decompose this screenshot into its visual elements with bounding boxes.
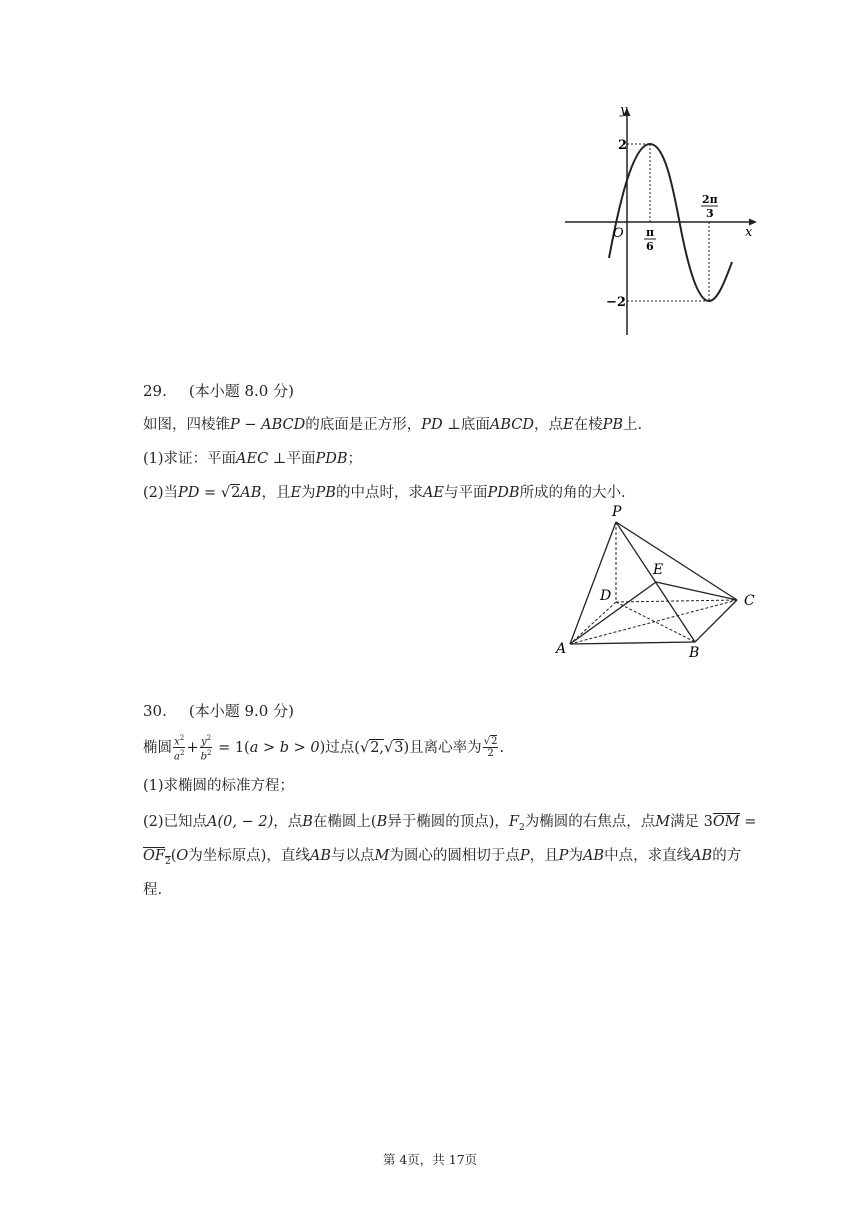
q29-text: 的中点时，求 — [335, 485, 423, 501]
edge-AE — [570, 582, 656, 644]
q30-text: 为圆心的圆相切于点 — [389, 848, 520, 864]
q29-math: PD — [178, 485, 200, 501]
q30-text: ( — [170, 848, 177, 864]
q30-math: M — [655, 814, 671, 830]
origin-label: O — [613, 226, 624, 241]
pyramid-figure — [550, 500, 770, 665]
page-footer: 第 4页，共 17页 — [382, 1152, 478, 1167]
q29-math: PD — [421, 417, 443, 433]
q29-text: ⊥平面 — [268, 451, 316, 467]
vertex-label-C: C — [744, 593, 755, 609]
edge-BC — [695, 600, 737, 642]
q30-text: 的方 — [712, 848, 742, 864]
edge-DC — [616, 600, 737, 602]
q30-math: M — [374, 848, 390, 864]
q29-part1 — [143, 447, 362, 468]
q29-header — [143, 380, 294, 401]
q30-text: 异于椭圆的顶点)， — [387, 814, 509, 830]
x-tick1-num: π — [646, 226, 655, 239]
q30-number: 30. — [143, 702, 167, 720]
vertex-label-P: P — [612, 504, 622, 520]
edge-AC — [570, 600, 737, 644]
q30-text: 满足 3 — [670, 814, 713, 830]
q30-text: = 1( — [213, 739, 250, 756]
q30-math: F — [508, 814, 519, 830]
fraction-x2-a2: $\frac{x^2}{a^2}$ — [174, 734, 185, 763]
q29-text: 如图，四棱锥 — [143, 417, 230, 433]
q29-math: PDB — [315, 451, 348, 467]
q30-text: ，且 — [529, 848, 559, 864]
q30-stem: 椭圆 $\frac{x^2}{a^2}$ + $\frac{y^2}{b^2}$ = 1(a > b > 0)过点(√2,√3)且离心率为 $\frac{√2}{2}$ . — [143, 734, 505, 763]
q30-math: 2, — [370, 739, 385, 756]
sine-graph-figure — [560, 100, 765, 340]
q29-text: (1)求证：平面 — [143, 451, 237, 467]
x-axis-label: x — [745, 225, 753, 240]
q29-text: ； — [347, 451, 362, 467]
x-tick2-num: 2π — [702, 193, 718, 206]
q29-math: ABCD — [489, 417, 535, 433]
q30-header — [143, 700, 294, 721]
q29-math: P − ABCD — [230, 417, 306, 433]
sqrt-sign: √ — [220, 485, 231, 501]
q29-text: 所成的角的大小. — [519, 485, 626, 501]
edge-PC — [616, 522, 737, 600]
vertex-label-D: D — [600, 588, 612, 604]
q30-part2 — [143, 810, 756, 833]
q30-vector: 2 — [164, 856, 171, 867]
fraction-y2-b2: $\frac{y^2}{b^2}$ — [200, 734, 212, 763]
q30-text: 为 — [568, 848, 583, 864]
q29-math: PB — [602, 417, 624, 433]
q30-math: AB — [582, 848, 605, 864]
edge-DA — [570, 602, 616, 644]
q30-part2-end — [143, 878, 162, 899]
q30-text: 椭圆 — [143, 739, 172, 756]
edge-PA — [570, 522, 616, 644]
q30-text: = — [739, 814, 757, 830]
q30-math: P — [558, 848, 569, 864]
q30-text: 为坐标原点)，直线 — [188, 848, 310, 864]
q29-text: 为 — [301, 485, 316, 501]
q29-text: = — [199, 485, 221, 501]
q29-math: PB — [315, 485, 336, 501]
q29-stem — [143, 413, 642, 434]
q29-number: 29. — [143, 382, 167, 400]
q30-text: 在椭圆上( — [312, 814, 377, 830]
x-tick1-den: 6 — [646, 240, 654, 253]
q29-text: 的底面是正方形， — [305, 417, 422, 433]
q30-math: O — [176, 848, 189, 864]
q30-math: B — [302, 814, 313, 830]
q30-math: AB — [691, 848, 713, 864]
x-tick2-den: 3 — [706, 207, 714, 220]
q29-text: 与平面 — [444, 485, 488, 501]
q30-text: (1)求椭圆的标准方程； — [143, 778, 295, 794]
q30-math: P — [519, 848, 530, 864]
edge-EC — [656, 582, 737, 600]
q29-math: E — [290, 485, 302, 501]
q29-text: 在棱 — [573, 417, 603, 433]
q29-text: (2)当 — [143, 485, 179, 501]
q29-part2 — [143, 481, 626, 502]
q30-text: 中点，求直线 — [604, 848, 692, 864]
q29-math: PDB — [487, 485, 520, 501]
q29-text: ，点 — [534, 417, 564, 433]
q30-text: )且离心率为 — [403, 739, 482, 756]
edge-AB — [570, 642, 695, 644]
q29-text: ，且 — [261, 485, 291, 501]
y-max-label: 2 — [618, 138, 628, 153]
q30-text: . — [499, 739, 505, 756]
q30-vector: OM — [712, 814, 740, 830]
q29-math: AB — [240, 485, 262, 501]
q30-text: (2)已知点 — [143, 814, 208, 830]
q29-score: (本小题 8.0 分) — [188, 382, 294, 400]
q29-math: AE — [422, 485, 445, 501]
q30-math: A(0, − 2) — [207, 814, 274, 830]
q30-vector: OF — [143, 848, 165, 864]
y-axis-label: y — [620, 103, 628, 118]
q30-text: 程. — [143, 882, 163, 898]
edge-DB — [616, 602, 695, 642]
q29-math: 2 — [231, 485, 241, 501]
q30-text: 与以点 — [331, 848, 375, 864]
q30-math: B — [376, 814, 388, 830]
q30-text: ，点 — [273, 814, 303, 830]
q30-math: 3 — [394, 739, 404, 756]
q30-math: 2 — [518, 822, 525, 833]
q29-math: E — [563, 417, 574, 433]
q29-text: 上. — [623, 417, 643, 433]
q29-math: AEC — [236, 451, 269, 467]
q29-text: ⊥底面 — [442, 417, 490, 433]
q30-score: (本小题 9.0 分) — [188, 702, 294, 720]
vertex-label-E: E — [653, 562, 664, 578]
y-min-label: −2 — [606, 295, 626, 310]
q30-part1 — [143, 774, 294, 795]
q30-part2-cont — [143, 844, 741, 867]
vertex-label-B: B — [689, 645, 700, 661]
q30-math: AB — [309, 848, 332, 864]
q30-text: )过点( — [319, 739, 360, 756]
q30-text: 为椭圆的右焦点，点 — [524, 814, 656, 830]
vertex-label-A: A — [556, 641, 567, 657]
fraction-eccentricity: $\frac{√2}{2}$ — [483, 736, 498, 760]
q30-math: a > b > 0 — [249, 739, 320, 756]
